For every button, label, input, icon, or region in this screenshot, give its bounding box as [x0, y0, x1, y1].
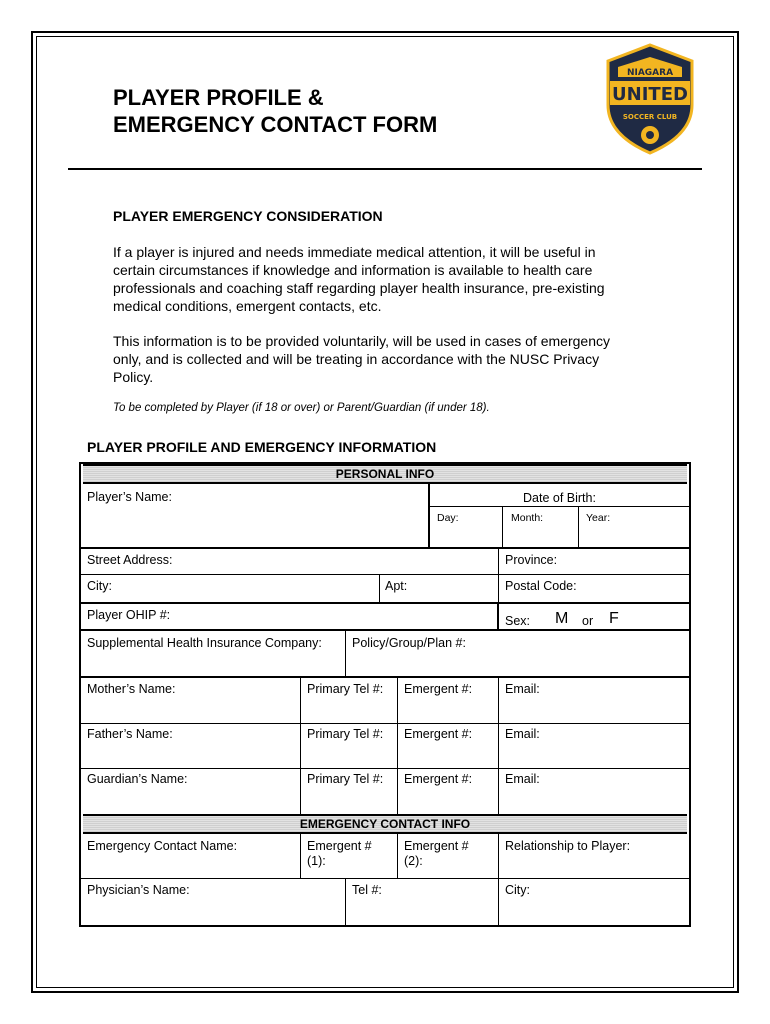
guardians-name-field[interactable]: Guardian’s Name:	[87, 772, 188, 786]
form-title	[113, 84, 437, 138]
divider	[81, 547, 689, 549]
sex-option-m[interactable]: M	[555, 610, 569, 627]
apt-field[interactable]: Apt:	[385, 579, 408, 593]
dob-year-field[interactable]: Year:	[586, 512, 611, 524]
section-heading: PLAYER PROFILE AND EMERGENCY INFORMATION	[87, 439, 437, 455]
relationship-field[interactable]: Relationship to Player:	[505, 839, 631, 853]
city-field[interactable]: City:	[87, 579, 112, 593]
policy-number-field[interactable]: Policy/Group/Plan #:	[352, 636, 466, 650]
date-of-birth-label: Date of Birth:	[523, 491, 596, 505]
players-name-field[interactable]: Player’s Name:	[87, 490, 172, 504]
niagara-united-logo	[604, 43, 696, 155]
completion-note: To be completed by Player (if 18 or over) or Parent/Guardian (if under 18).	[113, 402, 490, 414]
consideration-paragraph-2	[113, 332, 658, 386]
emergency-contact-header: EMERGENCY CONTACT INFO	[83, 814, 687, 834]
sex-or: or	[582, 614, 594, 628]
para2-line: This information is to be provided voluntarily, will be used in cases of emergency	[113, 333, 610, 349]
mothers-name-field[interactable]: Mother’s Name:	[87, 682, 176, 696]
para1-line: medical conditions, emergent contacts, etc.	[113, 298, 382, 314]
mother-emergent-field[interactable]: Emergent #:	[404, 682, 473, 696]
physician-tel-field[interactable]: Tel #:	[352, 883, 382, 897]
consideration-paragraph-1	[113, 243, 658, 315]
para1-line: certain circumstances if knowledge and information is available to health care	[113, 262, 593, 278]
title-line-1: PLAYER PROFILE &	[113, 85, 324, 110]
supplemental-insurance-field[interactable]: Supplemental Health Insurance Company:	[87, 636, 322, 650]
ohip-field[interactable]: Player OHIP #:	[87, 608, 171, 622]
divider	[578, 506, 579, 548]
divider	[81, 676, 689, 678]
emergency-contact-name-field[interactable]: Emergency Contact Name:	[87, 839, 238, 853]
postal-code-field[interactable]: Postal Code:	[505, 579, 577, 593]
divider	[81, 602, 689, 604]
logo-top-text: NIAGARA	[626, 68, 674, 78]
street-address-field[interactable]: Street Address:	[87, 553, 173, 567]
title-line-2: EMERGENCY CONTACT FORM	[113, 112, 438, 137]
province-field[interactable]: Province:	[505, 553, 558, 567]
sex-label: Sex:	[505, 614, 531, 628]
father-emergent-field[interactable]: Emergent #:	[404, 727, 473, 741]
divider	[81, 629, 689, 631]
sex-option-f[interactable]: F	[609, 610, 619, 627]
divider	[502, 506, 503, 548]
emergent-2-field[interactable]: Emergent # (2):	[404, 839, 469, 868]
guardian-primary-tel-field[interactable]: Primary Tel #:	[307, 772, 384, 786]
divider	[428, 484, 430, 548]
guardian-emergent-field[interactable]: Emergent #:	[404, 772, 473, 786]
personal-info-header: PERSONAL INFO	[83, 464, 687, 484]
divider	[81, 574, 689, 575]
mother-email-field[interactable]: Email:	[505, 682, 540, 696]
divider	[81, 768, 689, 769]
divider	[81, 723, 689, 724]
para1-line: If a player is injured and needs immediate medical attention, it will be useful in	[113, 244, 596, 260]
divider	[81, 878, 689, 879]
para2-line: only, and is collected and will be treating in accordance with the NUSC Privacy	[113, 351, 600, 367]
title-divider	[68, 168, 702, 170]
logo-main-text: UNITED	[612, 84, 688, 105]
father-email-field[interactable]: Email:	[505, 727, 540, 741]
emergent-1-field[interactable]: Emergent # (1):	[307, 839, 372, 868]
para1-line: professionals and coaching staff regarding player health insurance, pre-existing	[113, 280, 605, 296]
para2-line: Policy.	[113, 369, 154, 385]
logo-sub-text: SOCCER CLUB	[622, 113, 678, 121]
mother-primary-tel-field[interactable]: Primary Tel #:	[307, 682, 384, 696]
consideration-heading: PLAYER EMERGENCY CONSIDERATION	[113, 208, 383, 224]
physicians-name-field[interactable]: Physician’s Name:	[87, 883, 190, 897]
father-primary-tel-field[interactable]: Primary Tel #:	[307, 727, 384, 741]
physician-city-field[interactable]: City:	[505, 883, 530, 897]
dob-month-field[interactable]: Month:	[511, 512, 544, 524]
profile-form	[79, 462, 691, 927]
fathers-name-field[interactable]: Father’s Name:	[87, 727, 173, 741]
guardian-email-field[interactable]: Email:	[505, 772, 540, 786]
dob-day-field[interactable]: Day:	[437, 512, 459, 524]
